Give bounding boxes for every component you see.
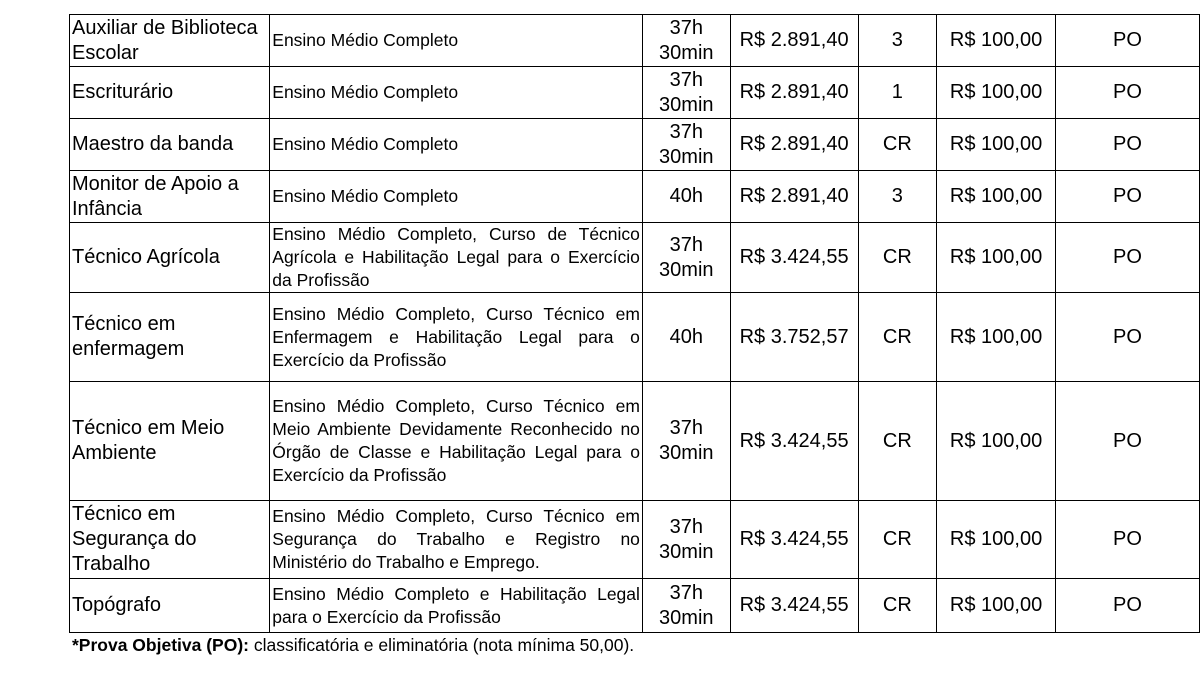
- salary-cell: R$ 2.891,40: [730, 119, 858, 171]
- salary-cell: R$ 3.424,55: [730, 501, 858, 579]
- table-row: [70, 382, 1200, 501]
- table-row: [70, 501, 1200, 579]
- workload-cell: 40h: [642, 293, 730, 382]
- exam-type-cell: PO: [1055, 223, 1199, 293]
- footnote: [72, 634, 634, 656]
- table-row: [70, 119, 1200, 171]
- fee-cell: R$ 100,00: [937, 501, 1056, 579]
- exam-type-cell: PO: [1055, 293, 1199, 382]
- vacancies-cell: CR: [858, 382, 937, 501]
- fee-cell: R$ 100,00: [937, 15, 1056, 67]
- footnote-text: classificatória e eliminatória (nota mínima 50,00).: [249, 635, 635, 655]
- cargo-cell: Auxiliar de Biblioteca Escolar: [70, 15, 270, 67]
- requirement-cell: Ensino Médio Completo, Curso Técnico em Enfermagem e Habilitação Legal para o Exercício da Profissão: [270, 293, 643, 382]
- fee-cell: R$ 100,00: [937, 171, 1056, 223]
- workload-cell: 37h 30min: [642, 67, 730, 119]
- workload-cell: 37h 30min: [642, 15, 730, 67]
- exam-type-cell: PO: [1055, 382, 1199, 501]
- cargo-cell: Técnico Agrícola: [70, 223, 270, 293]
- fee-cell: R$ 100,00: [937, 293, 1056, 382]
- exam-type-cell: PO: [1055, 67, 1199, 119]
- cargo-cell: Técnico em enfermagem: [70, 293, 270, 382]
- requirement-cell: Ensino Médio Completo, Curso Técnico em Meio Ambiente Devidamente Reconhecido no Órgão de Classe e Habilitação Legal para o Exercício da Profissão: [270, 382, 643, 501]
- cargo-cell: Monitor de Apoio a Infância: [70, 171, 270, 223]
- salary-cell: R$ 2.891,40: [730, 67, 858, 119]
- vacancies-cell: CR: [858, 579, 937, 633]
- salary-cell: R$ 2.891,40: [730, 15, 858, 67]
- table-row: [70, 171, 1200, 223]
- exam-type-cell: PO: [1055, 119, 1199, 171]
- salary-cell: R$ 3.424,55: [730, 223, 858, 293]
- cargo-cell: Escriturário: [70, 67, 270, 119]
- requirement-cell: Ensino Médio Completo, Curso Técnico em Segurança do Trabalho e Registro no Ministério do Trabalho e Emprego.: [270, 501, 643, 579]
- requirement-cell: Ensino Médio Completo, Curso de Técnico Agrícola e Habilitação Legal para o Exercício da Profissão: [270, 223, 643, 293]
- vacancies-cell: 3: [858, 171, 937, 223]
- footnote-label: *Prova Objetiva (PO):: [72, 635, 249, 655]
- vacancies-cell: CR: [858, 223, 937, 293]
- fee-cell: R$ 100,00: [937, 119, 1056, 171]
- fee-cell: R$ 100,00: [937, 223, 1056, 293]
- job-table: [69, 14, 1200, 633]
- exam-type-cell: PO: [1055, 501, 1199, 579]
- workload-cell: 37h 30min: [642, 382, 730, 501]
- salary-cell: R$ 3.424,55: [730, 382, 858, 501]
- fee-cell: R$ 100,00: [937, 579, 1056, 633]
- exam-type-cell: PO: [1055, 15, 1199, 67]
- requirement-cell: Ensino Médio Completo e Habilitação Legal para o Exercício da Profissão: [270, 579, 643, 633]
- workload-cell: 37h 30min: [642, 223, 730, 293]
- salary-cell: R$ 2.891,40: [730, 171, 858, 223]
- requirement-cell: Ensino Médio Completo: [270, 119, 643, 171]
- cargo-cell: Técnico em Segurança do Trabalho: [70, 501, 270, 579]
- fee-cell: R$ 100,00: [937, 67, 1056, 119]
- requirement-cell: Ensino Médio Completo: [270, 67, 643, 119]
- salary-cell: R$ 3.424,55: [730, 579, 858, 633]
- vacancies-cell: 3: [858, 15, 937, 67]
- fee-cell: R$ 100,00: [937, 382, 1056, 501]
- vacancies-cell: CR: [858, 501, 937, 579]
- workload-cell: 40h: [642, 171, 730, 223]
- salary-cell: R$ 3.752,57: [730, 293, 858, 382]
- table-row: [70, 579, 1200, 633]
- vacancies-cell: CR: [858, 119, 937, 171]
- workload-cell: 37h 30min: [642, 579, 730, 633]
- cargo-cell: Técnico em Meio Ambiente: [70, 382, 270, 501]
- table-row: [70, 15, 1200, 67]
- exam-type-cell: PO: [1055, 171, 1199, 223]
- requirement-cell: Ensino Médio Completo: [270, 171, 643, 223]
- table-row: [70, 293, 1200, 382]
- workload-cell: 37h 30min: [642, 119, 730, 171]
- table-row: [70, 67, 1200, 119]
- requirement-cell: Ensino Médio Completo: [270, 15, 643, 67]
- vacancies-cell: 1: [858, 67, 937, 119]
- workload-cell: 37h 30min: [642, 501, 730, 579]
- exam-type-cell: PO: [1055, 579, 1199, 633]
- vacancies-cell: CR: [858, 293, 937, 382]
- cargo-cell: Topógrafo: [70, 579, 270, 633]
- table-row: [70, 223, 1200, 293]
- cargo-cell: Maestro da banda: [70, 119, 270, 171]
